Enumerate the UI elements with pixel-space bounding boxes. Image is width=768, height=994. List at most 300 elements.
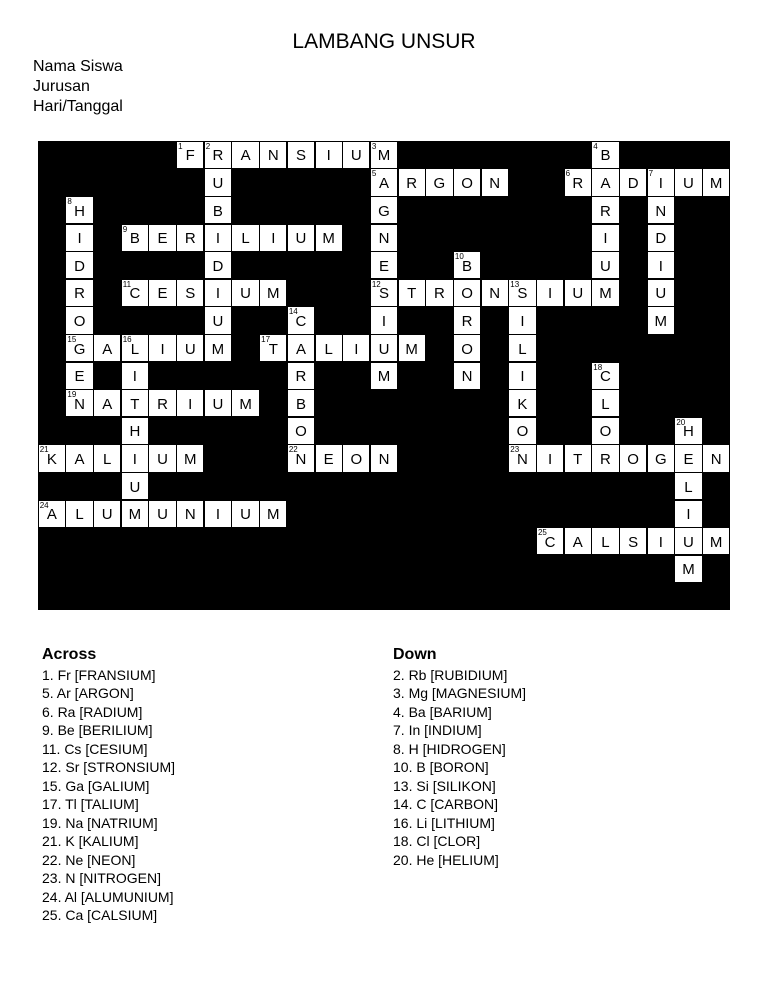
cell-letter: A <box>240 147 251 165</box>
clue-number: 9 <box>122 224 128 234</box>
crossword-cell[interactable] <box>288 390 314 416</box>
cell-letter: M <box>377 147 391 165</box>
clue-number: 18 <box>593 362 603 372</box>
crossword-cell[interactable] <box>66 197 92 223</box>
crossword-cell[interactable] <box>122 418 148 444</box>
crossword-cell[interactable] <box>454 169 480 195</box>
clue-number: 10 <box>454 252 464 262</box>
crossword-cell[interactable] <box>205 225 231 251</box>
cell-letter: A <box>379 174 390 192</box>
crossword-cell[interactable] <box>371 169 397 195</box>
across-clue: 22. Ne [NEON] <box>42 851 136 868</box>
cell-letter: R <box>212 147 224 165</box>
crossword-cell[interactable] <box>343 335 369 361</box>
crossword-cell[interactable] <box>316 445 342 471</box>
crossword-cell[interactable] <box>371 335 397 361</box>
across-clue: 9. Be [BERILIUM] <box>42 722 153 738</box>
crossword-cell[interactable] <box>149 445 175 471</box>
cell-letter: L <box>601 395 610 413</box>
crossword-cell[interactable] <box>592 418 618 444</box>
crossword-cell[interactable] <box>454 280 480 306</box>
crossword-cell[interactable] <box>620 528 646 554</box>
crossword-cell[interactable] <box>648 169 674 195</box>
crossword-cell[interactable] <box>205 252 231 278</box>
cell-letter: I <box>326 147 331 165</box>
crossword-cell[interactable] <box>592 363 618 389</box>
clue-number: 15 <box>67 334 77 344</box>
cell-letter: U <box>378 340 390 358</box>
crossword-cell[interactable] <box>509 390 535 416</box>
crossword-cell[interactable] <box>149 390 175 416</box>
crossword-cell[interactable] <box>565 280 591 306</box>
crossword-cell[interactable] <box>66 390 92 416</box>
cell-letter: B <box>600 147 611 165</box>
crossword-cell[interactable] <box>316 225 342 251</box>
down-clue: 20. He [HELIUM] <box>393 851 499 868</box>
cell-letter: M <box>211 340 225 358</box>
cell-letter: A <box>102 395 113 413</box>
crossword-cell[interactable] <box>371 307 397 333</box>
cell-letter: R <box>406 174 418 192</box>
crossword-cell[interactable] <box>260 142 286 168</box>
cell-letter: I <box>271 230 276 248</box>
crossword-cell[interactable] <box>343 142 369 168</box>
cell-letter: I <box>520 368 525 386</box>
crossword-cell[interactable] <box>288 225 314 251</box>
crossword-cell[interactable] <box>371 280 397 306</box>
clue-number: 6 <box>565 169 571 179</box>
crossword-cell[interactable] <box>426 280 452 306</box>
clue-number: 4 <box>593 141 598 151</box>
cell-letter: R <box>600 450 611 468</box>
crossword-cell[interactable] <box>149 225 175 251</box>
cell-letter: O <box>516 423 529 441</box>
clue-number: 16 <box>122 334 132 344</box>
crossword-cell[interactable] <box>232 501 258 527</box>
crossword-cell[interactable] <box>648 225 674 251</box>
crossword-cell[interactable] <box>371 142 397 168</box>
crossword-cell[interactable] <box>509 307 535 333</box>
crossword-cell[interactable] <box>177 335 203 361</box>
cell-letter: S <box>517 285 528 303</box>
cell-letter: M <box>267 506 280 524</box>
cell-letter: H <box>74 202 85 220</box>
crossword-cell[interactable] <box>205 390 231 416</box>
cell-letter: R <box>600 202 611 220</box>
cell-letter: O <box>461 340 473 358</box>
crossword-cell[interactable] <box>371 445 397 471</box>
crossword-cell[interactable] <box>177 280 203 306</box>
down-clue: 13. Si [SILIKON] <box>393 777 496 794</box>
cell-letter: N <box>74 395 85 413</box>
crossword-cell[interactable] <box>232 142 258 168</box>
cell-letter: E <box>74 368 85 386</box>
crossword-cell[interactable] <box>509 418 535 444</box>
down-clue: 16. Li [LITHIUM] <box>393 814 495 831</box>
crossword-cell[interactable] <box>205 335 231 361</box>
crossword-cell[interactable] <box>648 197 674 223</box>
crossword-cell[interactable] <box>509 363 535 389</box>
cell-letter: D <box>655 230 667 248</box>
crossword-cell[interactable] <box>482 169 508 195</box>
down-clue: 8. H [HIDROGEN] <box>393 740 506 757</box>
student-info <box>33 57 123 117</box>
cell-letter: N <box>267 147 279 165</box>
clue-number: 14 <box>288 307 298 317</box>
cell-letter: U <box>157 450 168 468</box>
crossword-cell[interactable] <box>288 307 314 333</box>
cell-letter: H <box>129 423 141 441</box>
cell-letter: E <box>379 257 390 275</box>
cell-letter: M <box>239 395 252 413</box>
crossword-cell[interactable] <box>205 280 231 306</box>
cell-letter: I <box>603 230 608 248</box>
crossword-cell[interactable] <box>66 252 92 278</box>
crossword-cell[interactable] <box>66 335 92 361</box>
crossword-cell[interactable] <box>648 307 674 333</box>
cell-letter: U <box>295 230 307 248</box>
cell-letter: O <box>599 423 612 441</box>
down-clue: 3. Mg [MAGNESIUM] <box>393 685 527 701</box>
across-clue: 25. Ca [CALSIUM] <box>42 907 158 923</box>
cell-letter: D <box>627 174 639 192</box>
across-clue: 15. Ga [GALIUM] <box>42 777 150 794</box>
cell-letter: M <box>599 285 612 303</box>
crossword-cell[interactable] <box>648 252 674 278</box>
across-heading: Across <box>42 646 97 663</box>
clue-number: 7 <box>648 169 654 179</box>
crossword-cell[interactable] <box>288 363 314 389</box>
crossword-cell[interactable] <box>592 252 618 278</box>
cell-letter: C <box>544 533 556 551</box>
crossword-cell[interactable] <box>122 445 148 471</box>
cell-letter: U <box>212 312 224 330</box>
crossword-cell[interactable] <box>592 390 618 416</box>
crossword-cell[interactable] <box>371 197 397 223</box>
cell-letter: U <box>683 533 694 551</box>
crossword-cell[interactable] <box>316 142 342 168</box>
cell-letter: N <box>184 506 196 524</box>
cell-letter: M <box>322 230 335 248</box>
crossword-cell[interactable] <box>177 445 203 471</box>
cell-letter: R <box>157 395 168 413</box>
cell-letter: N <box>489 174 501 192</box>
clue-number: 1 <box>178 141 183 151</box>
crossword-cell[interactable] <box>648 528 674 554</box>
crossword-cell[interactable] <box>260 335 286 361</box>
cell-letter: L <box>684 478 693 496</box>
crossword-cell[interactable] <box>316 335 342 361</box>
crossword-cell[interactable] <box>94 390 120 416</box>
crossword-cell[interactable] <box>94 501 120 527</box>
clue-number: 21 <box>39 445 49 455</box>
cell-letter: T <box>573 450 583 468</box>
across-clue: 21. K [KALIUM] <box>42 833 139 849</box>
crossword-cell[interactable] <box>482 280 508 306</box>
across-clue: 5. Ar [ARGON] <box>42 685 134 701</box>
cell-letter: A <box>102 340 113 358</box>
crossword-cell[interactable] <box>509 280 535 306</box>
crossword-cell[interactable] <box>509 335 535 361</box>
cell-letter: I <box>77 230 82 248</box>
cell-letter: L <box>75 506 84 524</box>
crossword-cell[interactable] <box>39 445 65 471</box>
cell-letter: L <box>518 340 527 358</box>
cell-letter: M <box>709 533 723 551</box>
cell-letter: N <box>516 450 528 468</box>
crossword-cell[interactable] <box>288 445 314 471</box>
cell-letter: N <box>461 368 473 386</box>
cell-letter: I <box>215 506 220 524</box>
cell-letter: M <box>183 450 197 468</box>
cell-letter: N <box>378 450 390 468</box>
crossword-cell[interactable] <box>399 335 425 361</box>
cell-letter: M <box>709 174 723 192</box>
crossword-cell[interactable] <box>648 445 674 471</box>
cell-letter: U <box>572 285 584 303</box>
crossword-cell[interactable] <box>675 473 701 499</box>
cell-letter: N <box>655 202 667 220</box>
down-heading: Down <box>393 646 437 663</box>
crossword-cell[interactable] <box>232 390 258 416</box>
crossword-cell[interactable] <box>675 418 701 444</box>
cell-letter: G <box>654 450 667 468</box>
cell-letter: U <box>683 174 694 192</box>
crossword-cell[interactable] <box>537 528 563 554</box>
crossword-cell[interactable] <box>399 169 425 195</box>
crossword-cell[interactable] <box>675 445 701 471</box>
crossword-cell[interactable] <box>288 335 314 361</box>
cell-letter: T <box>268 340 278 358</box>
cell-letter: C <box>600 368 611 386</box>
cell-letter: L <box>601 533 610 551</box>
crossword-cell[interactable] <box>371 225 397 251</box>
crossword-cell[interactable] <box>509 445 535 471</box>
crossword-cell[interactable] <box>66 445 92 471</box>
crossword-cell[interactable] <box>205 142 231 168</box>
crossword-cell[interactable] <box>205 307 231 333</box>
cell-letter: E <box>323 450 334 468</box>
crossword-cell[interactable] <box>177 501 203 527</box>
across-clue: 24. Al [ALUMUNIUM] <box>42 888 174 905</box>
crossword-cell[interactable] <box>122 280 148 306</box>
cell-letter: I <box>658 257 663 275</box>
crossword-cell[interactable] <box>66 501 92 527</box>
crossword-cell[interactable] <box>537 445 563 471</box>
crossword-cell[interactable] <box>371 363 397 389</box>
crossword-cell[interactable] <box>454 335 480 361</box>
cell-letter: M <box>654 312 668 330</box>
cell-letter: F <box>185 147 195 165</box>
student-name-label: Nama Siswa <box>33 58 123 75</box>
crossword-cell[interactable] <box>288 142 314 168</box>
cell-letter: B <box>212 202 223 220</box>
cell-letter: K <box>46 450 57 468</box>
cell-letter: G <box>73 340 86 358</box>
crossword-cell[interactable] <box>565 445 591 471</box>
cell-letter: U <box>600 257 611 275</box>
cell-letter: L <box>103 450 112 468</box>
crossword-cell[interactable] <box>122 363 148 389</box>
clue-number: 13 <box>510 279 520 289</box>
clue-number: 22 <box>288 445 298 455</box>
crossword-cell[interactable] <box>620 445 646 471</box>
crossword-cell[interactable] <box>703 528 729 554</box>
cell-letter: I <box>132 368 137 386</box>
crossword-cell[interactable] <box>592 445 618 471</box>
cell-letter: C <box>129 285 141 303</box>
crossword-cell[interactable] <box>592 197 618 223</box>
crossword-cell[interactable] <box>39 501 65 527</box>
cell-letter: U <box>212 174 224 192</box>
cell-letter: A <box>295 340 306 358</box>
crossword-cell[interactable] <box>703 445 729 471</box>
clue-number: 8 <box>67 196 72 206</box>
cell-letter: O <box>627 450 639 468</box>
crossword-cell[interactable] <box>66 225 92 251</box>
crossword-cell[interactable] <box>66 280 92 306</box>
crossword-cell[interactable] <box>149 501 175 527</box>
crossword-cell[interactable] <box>343 445 369 471</box>
cell-letter: U <box>157 506 168 524</box>
cell-letter: D <box>74 257 85 275</box>
clue-number: 17 <box>261 334 271 344</box>
crossword-cell[interactable] <box>205 501 231 527</box>
cell-letter: U <box>240 506 252 524</box>
crossword-cell[interactable] <box>177 142 203 168</box>
cell-letter: S <box>379 285 390 303</box>
crossword-cell[interactable] <box>122 225 148 251</box>
page-title: LAMBANG UNSUR <box>292 30 476 53</box>
cell-letter: I <box>215 230 220 248</box>
across-clue: 11. Cs [CESIUM] <box>42 740 148 757</box>
crossword-cell[interactable] <box>149 335 175 361</box>
cell-letter: U <box>184 340 196 358</box>
crossword-cell[interactable] <box>565 169 591 195</box>
cell-letter: D <box>212 257 224 275</box>
crossword-cell[interactable] <box>675 501 701 527</box>
crossword-cell[interactable] <box>94 335 120 361</box>
crossword-cell[interactable] <box>94 445 120 471</box>
clue-number: 23 <box>510 445 520 455</box>
crossword-cell[interactable] <box>122 335 148 361</box>
cell-letter: O <box>295 423 307 441</box>
crossword-cell[interactable] <box>177 225 203 251</box>
crossword-cell[interactable] <box>149 280 175 306</box>
across-clues <box>42 646 175 925</box>
cell-letter: A <box>600 174 611 192</box>
cell-letter: B <box>295 395 306 413</box>
crossword-cell[interactable] <box>648 280 674 306</box>
crossword-cell[interactable] <box>592 142 618 168</box>
crossword-cell[interactable] <box>537 280 563 306</box>
date-label: Hari/Tanggal <box>33 98 123 115</box>
cell-letter: I <box>658 174 663 192</box>
cell-letter: U <box>350 147 362 165</box>
cell-letter: I <box>548 450 553 468</box>
clue-number: 5 <box>371 169 377 179</box>
clue-number: 12 <box>371 279 381 289</box>
crossword-cell[interactable] <box>122 473 148 499</box>
cell-letter: T <box>130 395 140 413</box>
crossword-cell[interactable] <box>454 307 480 333</box>
down-clue: 7. In [INDIUM] <box>393 722 482 738</box>
cell-letter: L <box>324 340 333 358</box>
crossword-cell[interactable] <box>592 169 618 195</box>
clue-number: 19 <box>67 390 77 400</box>
crossword-cell[interactable] <box>454 363 480 389</box>
crossword-cell[interactable] <box>675 528 701 554</box>
crossword-cell[interactable] <box>592 280 618 306</box>
cell-letter: M <box>267 285 280 303</box>
across-clue: 12. Sr [STRONSIUM] <box>42 759 176 775</box>
cell-letter: O <box>461 285 473 303</box>
crossword-cell[interactable] <box>675 169 701 195</box>
crossword-cell[interactable] <box>426 169 452 195</box>
cell-letter: S <box>628 533 639 551</box>
crossword-cell[interactable] <box>399 280 425 306</box>
clue-number: 25 <box>537 528 547 538</box>
cell-letter: I <box>548 285 553 303</box>
crossword-cell[interactable] <box>675 556 701 582</box>
crossword-cell[interactable] <box>205 169 231 195</box>
crossword-cell[interactable] <box>260 225 286 251</box>
down-clue: 10. B [BORON] <box>393 759 489 775</box>
cell-letter: I <box>132 450 137 468</box>
crossword-cell[interactable] <box>177 390 203 416</box>
crossword-cell[interactable] <box>620 169 646 195</box>
cell-letter: E <box>157 285 168 303</box>
cell-letter: T <box>407 285 417 303</box>
cell-letter: U <box>655 285 667 303</box>
crossword-cell[interactable] <box>592 528 618 554</box>
cell-letter: A <box>46 506 57 524</box>
cell-letter: R <box>433 285 445 303</box>
crossword-cell[interactable] <box>66 307 92 333</box>
cell-letter: O <box>73 312 86 330</box>
crossword-cell[interactable] <box>260 501 286 527</box>
cell-letter: I <box>160 340 165 358</box>
cell-letter: R <box>461 312 473 330</box>
crossword-cell[interactable] <box>66 363 92 389</box>
cell-letter: H <box>683 423 694 441</box>
crossword-cell[interactable] <box>260 280 286 306</box>
crossword-cell[interactable] <box>205 197 231 223</box>
cell-letter: R <box>572 174 584 192</box>
crossword-cell[interactable] <box>122 501 148 527</box>
cell-letter: A <box>74 450 85 468</box>
crossword-cell[interactable] <box>232 280 258 306</box>
cell-letter: M <box>128 506 142 524</box>
crossword-cell[interactable] <box>565 528 591 554</box>
crossword-cell[interactable] <box>122 390 148 416</box>
crossword-cell[interactable] <box>592 225 618 251</box>
crossword-cell[interactable] <box>232 225 258 251</box>
crossword-cell[interactable] <box>703 169 729 195</box>
cell-letter: N <box>295 450 307 468</box>
clue-number: 2 <box>205 141 211 151</box>
down-clue: 14. C [CARBON] <box>393 796 499 812</box>
cell-letter: O <box>461 174 473 192</box>
down-clue: 4. Ba [BARIUM] <box>393 703 492 720</box>
crossword-cell[interactable] <box>371 252 397 278</box>
cell-letter: I <box>520 312 525 330</box>
cell-letter: M <box>377 368 391 386</box>
crossword-cell[interactable] <box>454 252 480 278</box>
clue-number: 11 <box>122 279 132 289</box>
cell-letter: L <box>241 230 250 248</box>
crossword-cell[interactable] <box>288 418 314 444</box>
